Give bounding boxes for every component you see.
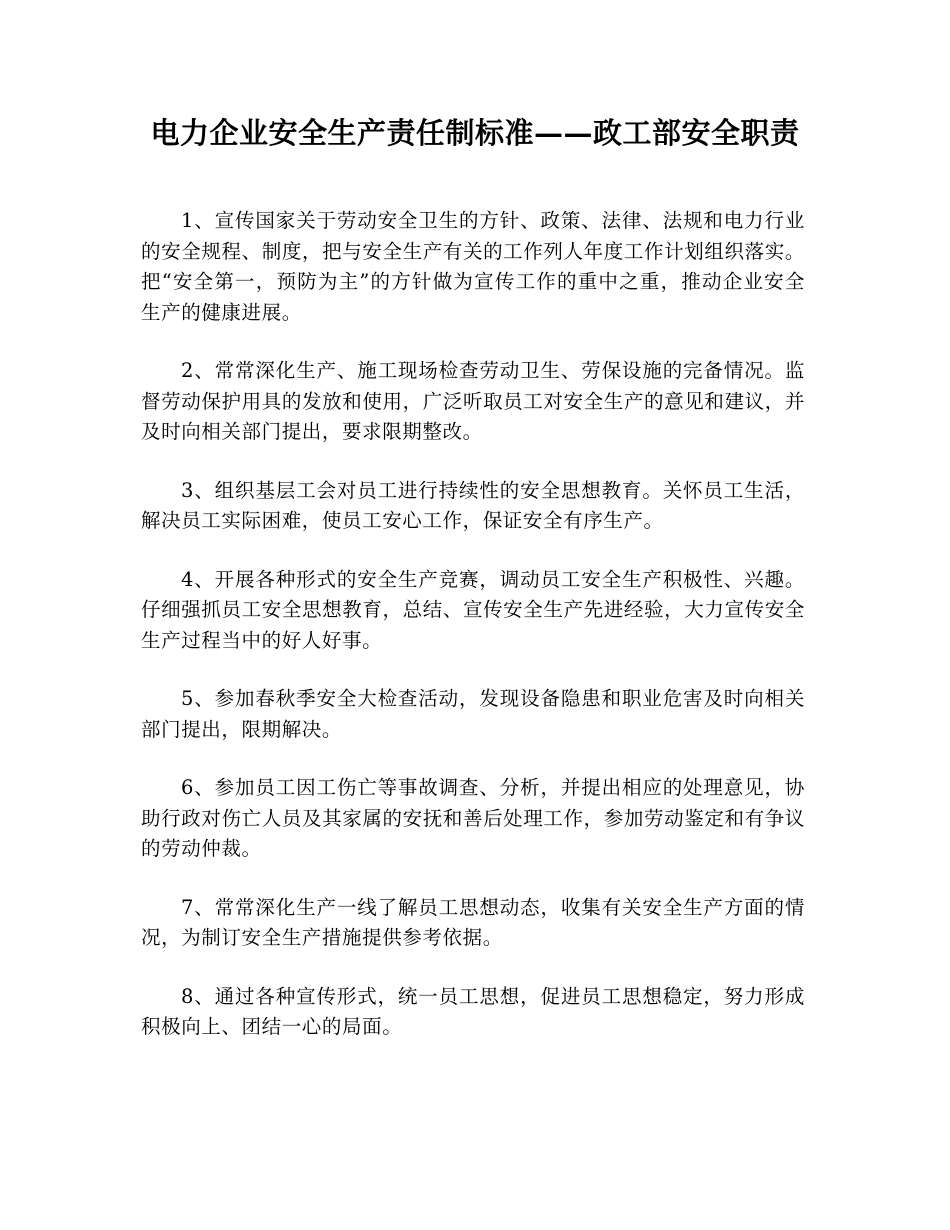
paragraph-2: 2、常常深化生产、施工现场检查劳动卫生、劳保设施的完备情况。监督劳动保护用具的发放和使用，广泛听取员工对安全生产的意见和建议，并及时向相关部门提出，要求限期整改。 [141, 359, 805, 443]
paragraph-1: 1、宣传国家关于劳动安全卫生的方针、政策、法律、法规和电力行业的安全规程、制度，把与安全生产有关的工作列人年度工作计划组织落实。把“安全第一，预防为主”的方针做为宣传工作的重中之重，推动企业安全生产的健康进展。 [141, 209, 805, 324]
paragraph-4: 4、开展各种形式的安全生产竞赛，调动员工安全生产积极性、兴趣。仔细强抓员工安全思想教育，总结、宣传安全生产先进经验，大力宣传安全生产过程当中的好人好事。 [141, 567, 805, 652]
document-body [141, 206, 805, 1071]
document-title: 电力企业安全生产责任制标准——政工部安全职责 [150, 116, 800, 150]
paragraph-8: 8、通过各种宣传形式，统一员工思想，促进员工思想稳定，努力形成积极向上、团结一心的局面。 [141, 984, 805, 1038]
paragraph-7: 7、常常深化生产一线了解员工思想动态，收集有关安全生产方面的情况，为制订安全生产措施提供参考依据。 [141, 895, 805, 949]
paragraph-5: 5、参加春秋季安全大检查活动，发现设备隐患和职业危害及时向相关部门提出，限期解决。 [141, 687, 805, 741]
paragraph-6: 6、参加员工因工伤亡等事故调查、分析，并提出相应的处理意见，协助行政对伤亡人员及其家属的安抚和善后处理工作，参加劳动鉴定和有争议的劳动仲裁。 [141, 776, 805, 860]
paragraph-3: 3、组织基层工会对员工进行持续性的安全思想教育。关怀员工生活，解决员工实际困难，使员工安心工作，保证安全有序生产。 [141, 478, 805, 532]
